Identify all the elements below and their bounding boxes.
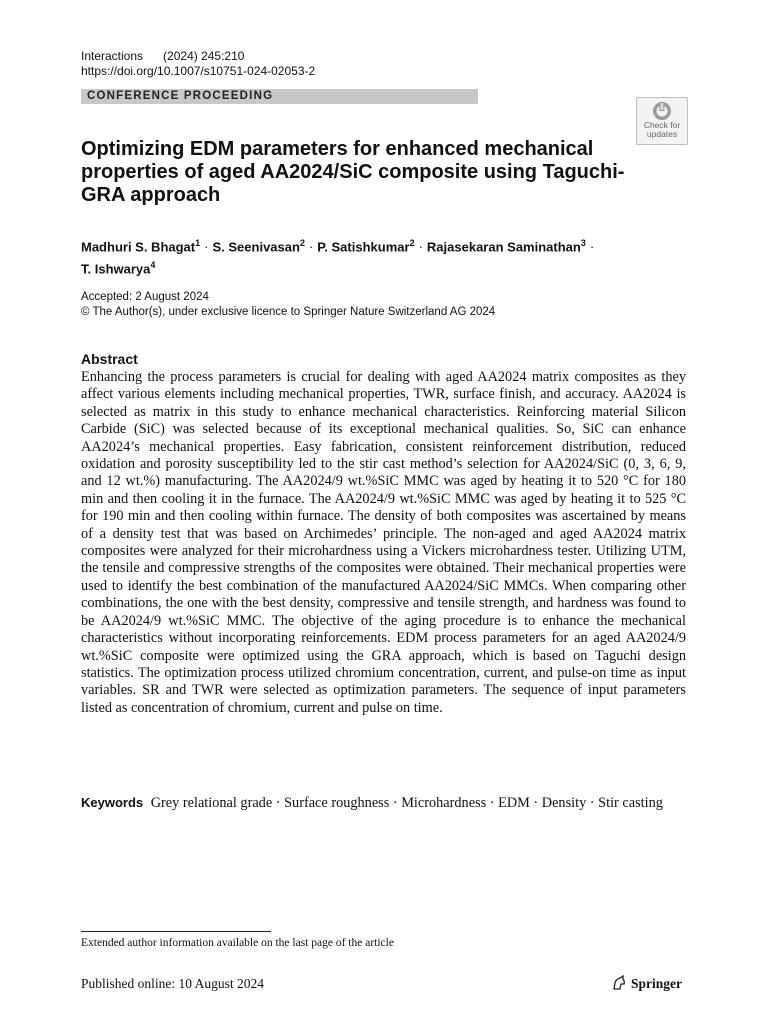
author-name[interactable]: Rajasekaran Saminathan <box>426 239 581 255</box>
journal-volume: (2024) 245:210 <box>163 49 245 63</box>
publisher-logo <box>611 975 682 992</box>
abstract-text: Enhancing the process parameters is crucial for dealing with aged AA2024 matrix composites as they affect various elements including mechanical properties, TWR, surface finish, and accuracy. AA2024 is selected as matrix in this study to enhance mechanical characteristics. Reinforcing material Silicon Carbide (SiC) was selected because of its exceptional mechanical qualities. So, SiC can enhance AA2024’s mechanical properties. Easy fabrication, consistent reinforcement distribution, reduced oxidation and porosity susceptibility led to the stir cast method’s selection for AA2024/SiC (0, 3, 6, 9, and 12 wt.%) manufacturing. The AA2024/9 wt.%SiC MMC was aged by heating it to 520 °C for 180 min and then cooling it in the furnace. The AA2024/9 wt.%SiC MMC was aged by heating it to 525 °C for 190 min and then cooling within furnace. The density of both composites was ascertained by means of a density test that was based on Archimedes’ principle. The non-aged and aged AA2024 matrix composites were analyzed for their microhardness using a Vickers microhardness tester. Utilizing UTM, the tensile and compressive strengths of the composites were obtained. Their mechanical properties were used to identify the best combination of the manufactured AA2024/SiC MMCs. When comparing other combinations, the one with the best density, compressive and tensile strength, and hardness was found to be AA2024/9 wt.%SiC MMC. The objective of the aging procedure is to enhance the mechanical characteristics without incorporating reinforcements. EDM process parameters for an aged AA2024/9 wt.%SiC composite were optimized using the GRA approach, which is based on Taguchi design statistics. The optimization process utilized chromium concentration, current, and pulse-on time as input variables. SR and TWR were selected as optimization parameters. The sequence of input parameters listed as concentration of chromium, current and pulse on time. <box>81 369 686 716</box>
author-name[interactable]: S. Seenivasan <box>212 239 300 255</box>
author-affiliation: 1 <box>195 238 201 248</box>
author-separator: · <box>204 239 209 255</box>
footnote-divider <box>81 931 271 932</box>
springer-horse-icon <box>611 975 627 991</box>
abstract-heading: Abstract <box>81 351 138 367</box>
author-info-footnote: Extended author information available on the last page of the article <box>81 937 394 949</box>
publisher-name: Springer <box>631 976 683 991</box>
author-list <box>81 234 681 279</box>
conference-banner <box>81 89 478 104</box>
author-affiliation: 2 <box>299 238 305 248</box>
keywords-list: Grey relational grade · Surface roughness · Microhardness · EDM · Density · Stir casting <box>150 795 663 811</box>
check-badge-line1: Check for <box>643 120 681 130</box>
article-title: Optimizing EDM parameters for enhanced mechanical properties of aged AA2024/SiC composite using Taguchi-GRA approach <box>81 138 625 206</box>
author-separator: · <box>418 239 423 255</box>
journal-name: Interactions <box>81 49 144 63</box>
author-affiliation: 2 <box>409 238 415 248</box>
author-separator: · <box>308 239 314 255</box>
check-badge-line2: updates <box>646 129 678 139</box>
author-separator: · <box>589 239 595 255</box>
keywords-label: Keywords <box>81 795 144 810</box>
author-affiliation: 4 <box>150 260 156 271</box>
accepted-date: Accepted: 2 August 2024 <box>81 291 209 303</box>
keywords-section <box>81 794 686 812</box>
check-updates-icon <box>652 101 672 121</box>
author-name[interactable]: T. Ishwarya <box>81 261 151 277</box>
author-name[interactable]: P. Satishkumar <box>317 239 410 255</box>
published-date: Published online: 10 August 2024 <box>81 976 265 991</box>
banner-label: CONFERENCE PROCEEDING <box>87 90 274 102</box>
journal-info <box>81 48 244 64</box>
author-name[interactable]: Madhuri S. Bhagat <box>81 239 196 255</box>
author-affiliation: 3 <box>580 238 586 248</box>
copyright-notice: © The Author(s), under exclusive licence to Springer Nature Switzerland AG 2024 <box>81 306 496 318</box>
doi-link[interactable]: https://doi.org/10.1007/s10751-024-02053-2 <box>81 64 316 78</box>
